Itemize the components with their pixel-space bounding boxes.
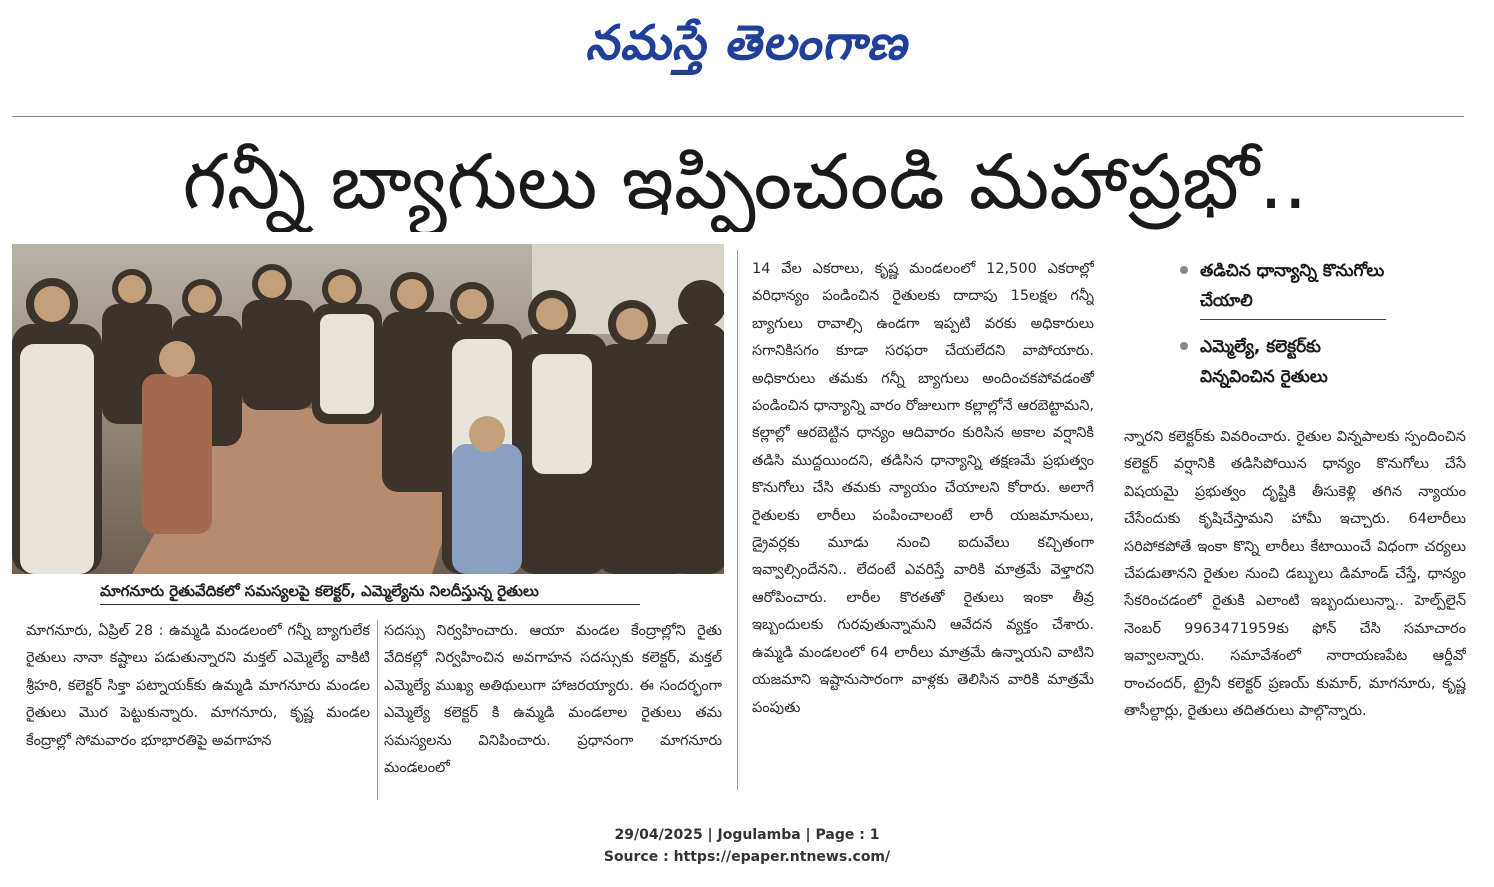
masthead-divider [12,116,1464,117]
photo-caption: మాగనూరు రైతువేదికలో సమస్యలపై కలెక్టర్, ఎమ్మెల్యేను నిలదీస్తున్న రైతులు [100,578,640,605]
newspaper-masthead: నమస్తే తెలంగాణ [582,15,918,71]
page-footer [0,824,1494,872]
column-divider [377,620,378,800]
highlight-item [1176,256,1386,316]
highlight-text: తడిచిన ధాన్యాన్ని కొనుగోలు చేయాలి [1200,261,1385,311]
footer-source: Source : https://epaper.ntnews.com/ [603,849,891,865]
highlight-text: ఎమ్మెల్యే, కలెక్టర్‌కు విన్నవించిన రైతులు [1200,337,1328,387]
footer-date-edition: 29/04/2025 | Jogulamba | Page : 1 [614,827,880,843]
highlight-item [1176,332,1386,392]
article-column-1: మాగనూరు, ఏప్రిల్ 28 : ఉమ్మడి మండలంలో గన్నీ బ్యాగులేక రైతులు నానా కష్టాలు పడుతున్నారని మక్తల్ ఎమ్మెల్యే వాకిటి శ్రీహరి, కలెక్టర్ సిక్తా పట్నాయక్‌కు ఉమ్మడి మాగనూరు మండల రైతులు మొర పెట్టుకున్నారు. మాగనూరు, కృష్ణ మండల కేంద్రాల్లో సోమవారం భూభారతిపై అవగాహన [26,623,370,749]
article-photo [12,244,724,574]
article-column-4: న్నారని కలెక్టర్‌కు వివరించారు. రైతుల విన్నపాలకు స్పందించిన కలెక్టర్ వర్షానికి తడిసిపోయిన ధాన్యం కొనుగోలు చేసే విషయమై ప్రభుత్వం దృష్టికి తీసుకెళ్లి తగిన న్యాయం చేసేందుకు కృషిచేస్తామని హామీ ఇచ్చారు. 64లారీలు సరిపోకపోతే ఇంకా కొన్ని లారీలు కేటాయించే విధంగా చర్యలు చేపడుతానని రైతుల నుంచి డబ్బులు డిమాండ్ చేస్తే, ధాన్యం సేకరించడంలో రైతుకి ఎలాంటి ఇబ్బందులున్నా.. హెల్ప్‌లైన్ నెంబర్ 9963471959కు ఫోన్ చేసి సమాచారం ఇవ్వాలన్నారు. సమావేశంలో నారాయణపేట ఆర్డీవో రాంచందర్, ట్రైనీ కలెక్టర్ ప్రణయ్ కుమార్, మాగనూరు, కృష్ణ తాసీల్దార్లు, రైతులు తదితరులు పాల్గొన్నారు. [1124,429,1466,720]
article-column-2: సదస్సు నిర్వహించారు. ఆయా మండల కేంద్రాల్లోని రైతు వేదికల్లో నిర్వహించిన అవగాహన సదస్సుకు కలెక్టర్, మక్తల్ ఎమ్మెల్యే ముఖ్య అతిథులుగా హాజరయ్యారు. ఈ సందర్భంగా ఎమ్మెల్యే కలెక్టర్ కి ఉమ్మడి మండలాల రైతులు తమ సమస్యలను వినిపించారు. ప్రధానంగా మాగనూరు మండలంలో [384,623,722,777]
column-divider [737,250,738,790]
article-column-3: 14 వేల ఎకరాలు, కృష్ణ మండలంలో 12,500 ఎకరాల్లో వరిధాన్యం పండించిన రైతులకు దాదాపు 15లక్షల గన్నీ బ్యాగులు రావాల్సి ఉండగా ఇప్పటి వరకు అధికారులు సగానికిసగం కూడా సరఫరా చేయలేదని వాపోయారు. అధికారులు తమకు గన్నీ బ్యాగులు అందించకపోవడంతో పండించిన ధాన్యాన్ని వారం రోజులుగా కల్లాల్లోనే ఆరబెట్టామని, కల్లాల్లో ఆరబెట్టిన ధాన్యం ఆదివారం కురిసిన అకాల వర్షానికి తడిసి ముద్దయిందని, తడిసిన ధాన్యాన్ని తక్షణమే ప్రభుత్వం కొనుగోలు చేసి తమకు న్యాయం చేయాలని కోరారు. అలాగే రైతులకు లారీలు పంపించాలంటే లారీ యజమానులు, డ్రైవర్లకు మూడు నుంచి ఐదువేలు కచ్చితంగా ఇవ్వాల్సిందేనని.. లేదంటే ఎవరిస్తే వారికి మాత్రమే వెళ్తారని ఆరోపించారు. లారీల కొరతతో రైతులు ఇంకా తీవ్ర ఇబ్బందులకు గురవుతున్నామని ఆవేదన వ్యక్తం చేశారు. ఉమ్మడి మండలంలో 64 లారీలు మాత్రమే ఉన్నాయని వాటిని యజమాని ఇష్టానుసారంగా వాళ్లకు తెలిసిన వారికి మాత్రమే పంపుతు [752,261,1094,716]
article-headline: గన్నీ బ్యాగులు ఇప్పించండి మహాప్రభో.. [182,137,1308,226]
bullet-icon [1180,266,1188,274]
bullet-icon [1180,342,1188,350]
highlights-box [1176,256,1386,416]
